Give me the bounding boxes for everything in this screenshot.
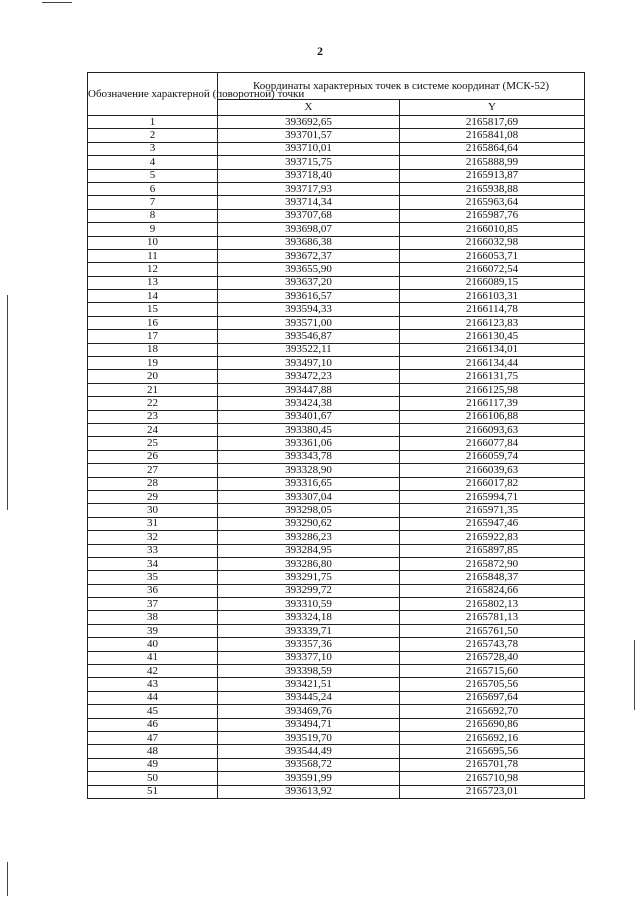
point-number-cell: 6 (88, 182, 218, 195)
y-coordinate-cell: 2165701,78 (400, 758, 585, 771)
coordinates-table (87, 72, 585, 799)
y-coordinate-cell: 2165913,87 (400, 169, 585, 182)
point-number-cell: 49 (88, 758, 218, 771)
point-number-cell: 43 (88, 678, 218, 691)
table-row (88, 182, 585, 195)
point-number-cell: 13 (88, 276, 218, 289)
x-coordinate-cell: 393307,04 (218, 490, 400, 503)
x-coordinate-cell: 393286,23 (218, 531, 400, 544)
y-coordinate-cell: 2165841,08 (400, 129, 585, 142)
table-row (88, 303, 585, 316)
point-number-cell: 29 (88, 490, 218, 503)
table-row (88, 357, 585, 370)
y-coordinate-cell: 2166089,15 (400, 276, 585, 289)
x-coordinate-cell: 393637,20 (218, 276, 400, 289)
table-row (88, 450, 585, 463)
x-coordinate-cell: 393286,80 (218, 557, 400, 570)
table-row (88, 129, 585, 142)
point-number-cell: 11 (88, 249, 218, 262)
x-coordinate-cell: 393613,92 (218, 785, 400, 798)
x-coordinate-cell: 393544,49 (218, 745, 400, 758)
table-row (88, 557, 585, 570)
point-number-cell: 35 (88, 571, 218, 584)
scan-edge-mark (634, 640, 635, 710)
y-coordinate-cell: 2165781,13 (400, 611, 585, 624)
y-coordinate-cell: 2165897,85 (400, 544, 585, 557)
point-number-cell: 41 (88, 651, 218, 664)
scan-edge-mark (42, 2, 72, 3)
y-coordinate-cell: 2165723,01 (400, 785, 585, 798)
point-number-cell: 37 (88, 598, 218, 611)
x-coordinate-cell: 393714,34 (218, 196, 400, 209)
point-number-cell: 2 (88, 129, 218, 142)
point-number-cell: 34 (88, 557, 218, 570)
table-row (88, 718, 585, 731)
x-coordinate-cell: 393710,01 (218, 142, 400, 155)
y-coordinate-cell: 2165705,56 (400, 678, 585, 691)
x-coordinate-cell: 393591,99 (218, 772, 400, 785)
y-coordinate-cell: 2166032,98 (400, 236, 585, 249)
y-coordinate-cell: 2165864,64 (400, 142, 585, 155)
y-coordinate-cell: 2165824,66 (400, 584, 585, 597)
point-number-cell: 7 (88, 196, 218, 209)
table-row (88, 705, 585, 718)
x-coordinate-cell: 393310,59 (218, 598, 400, 611)
x-coordinate-cell: 393594,33 (218, 303, 400, 316)
y-coordinate-cell: 2166114,78 (400, 303, 585, 316)
y-coordinate-cell: 2166117,39 (400, 397, 585, 410)
table-row (88, 785, 585, 798)
x-coordinate-cell: 393445,24 (218, 691, 400, 704)
y-coordinate-cell: 2165888,99 (400, 156, 585, 169)
table-row (88, 276, 585, 289)
table-row (88, 758, 585, 771)
x-coordinate-cell: 393568,72 (218, 758, 400, 771)
x-coordinate-cell: 393701,57 (218, 129, 400, 142)
y-coordinate-cell: 2166123,83 (400, 316, 585, 329)
x-coordinate-cell: 393717,93 (218, 182, 400, 195)
table-row (88, 731, 585, 744)
point-number-cell: 12 (88, 263, 218, 276)
x-coordinate-cell: 393299,72 (218, 584, 400, 597)
x-coordinate-cell: 393361,06 (218, 437, 400, 450)
table-row (88, 517, 585, 530)
point-number-cell: 26 (88, 450, 218, 463)
point-number-cell: 1 (88, 116, 218, 129)
point-number-cell: 42 (88, 665, 218, 678)
x-coordinate-cell: 393494,71 (218, 718, 400, 731)
table-row (88, 678, 585, 691)
point-number-cell: 46 (88, 718, 218, 731)
table-row (88, 236, 585, 249)
y-coordinate-cell: 2165715,60 (400, 665, 585, 678)
point-number-cell: 40 (88, 638, 218, 651)
table-row (88, 263, 585, 276)
table-row (88, 477, 585, 490)
y-coordinate-cell: 2166130,45 (400, 330, 585, 343)
y-coordinate-cell: 2165963,64 (400, 196, 585, 209)
point-number-cell: 21 (88, 383, 218, 396)
y-coordinate-cell: 2165922,83 (400, 531, 585, 544)
table-row (88, 504, 585, 517)
table-row (88, 290, 585, 303)
y-coordinate-cell: 2165994,71 (400, 490, 585, 503)
x-coordinate-cell: 393291,75 (218, 571, 400, 584)
point-number-cell: 19 (88, 357, 218, 370)
x-coordinate-cell: 393519,70 (218, 731, 400, 744)
table-row (88, 370, 585, 383)
point-number-cell: 47 (88, 731, 218, 744)
point-number-cell: 5 (88, 169, 218, 182)
x-coordinate-cell: 393655,90 (218, 263, 400, 276)
x-coordinate-cell: 393339,71 (218, 624, 400, 637)
table-row (88, 397, 585, 410)
x-coordinate-cell: 393398,59 (218, 665, 400, 678)
scan-edge-mark (7, 295, 8, 510)
y-coordinate-cell: 2166072,54 (400, 263, 585, 276)
point-number-cell: 14 (88, 290, 218, 303)
table-body (88, 116, 585, 799)
point-column-header: Обозначение характерной (поворотной) точки (88, 73, 218, 116)
point-number-cell: 4 (88, 156, 218, 169)
point-number-cell: 25 (88, 437, 218, 450)
table-row (88, 691, 585, 704)
table-row (88, 437, 585, 450)
table-row (88, 584, 585, 597)
point-number-cell: 28 (88, 477, 218, 490)
x-coordinate-cell: 393686,38 (218, 236, 400, 249)
y-coordinate-cell: 2165690,86 (400, 718, 585, 731)
table-row (88, 116, 585, 129)
x-column-header: X (218, 100, 400, 116)
point-number-cell: 39 (88, 624, 218, 637)
y-coordinate-cell: 2166053,71 (400, 249, 585, 262)
y-coordinate-cell: 2166106,88 (400, 410, 585, 423)
x-coordinate-cell: 393522,11 (218, 343, 400, 356)
y-coordinate-cell: 2165947,46 (400, 517, 585, 530)
point-number-cell: 32 (88, 531, 218, 544)
point-number-cell: 10 (88, 236, 218, 249)
y-coordinate-cell: 2166077,84 (400, 437, 585, 450)
x-coordinate-cell: 393290,62 (218, 517, 400, 530)
x-coordinate-cell: 393718,40 (218, 169, 400, 182)
point-number-cell: 9 (88, 223, 218, 236)
point-number-cell: 50 (88, 772, 218, 785)
table-row (88, 624, 585, 637)
y-coordinate-cell: 2165692,16 (400, 731, 585, 744)
y-coordinate-cell: 2165695,56 (400, 745, 585, 758)
table-row (88, 611, 585, 624)
x-coordinate-cell: 393421,51 (218, 678, 400, 691)
table-row (88, 665, 585, 678)
x-coordinate-cell: 393324,18 (218, 611, 400, 624)
x-coordinate-cell: 393401,67 (218, 410, 400, 423)
table-row (88, 223, 585, 236)
point-number-cell: 24 (88, 423, 218, 436)
y-coordinate-cell: 2165848,37 (400, 571, 585, 584)
y-coordinate-cell: 2166010,85 (400, 223, 585, 236)
y-coordinate-cell: 2165728,40 (400, 651, 585, 664)
point-number-cell: 36 (88, 584, 218, 597)
table-row (88, 343, 585, 356)
point-number-cell: 27 (88, 464, 218, 477)
point-number-cell: 20 (88, 370, 218, 383)
table-row (88, 544, 585, 557)
y-coordinate-cell: 2166093,63 (400, 423, 585, 436)
table-row (88, 383, 585, 396)
x-coordinate-cell: 393715,75 (218, 156, 400, 169)
y-coordinate-cell: 2165872,90 (400, 557, 585, 570)
point-number-cell: 15 (88, 303, 218, 316)
x-coordinate-cell: 393707,68 (218, 209, 400, 222)
y-coordinate-cell: 2165743,78 (400, 638, 585, 651)
x-coordinate-cell: 393447,88 (218, 383, 400, 396)
x-coordinate-cell: 393469,76 (218, 705, 400, 718)
table-row (88, 196, 585, 209)
table-row (88, 571, 585, 584)
table-row (88, 598, 585, 611)
table-row (88, 464, 585, 477)
table-row (88, 638, 585, 651)
x-coordinate-cell: 393377,10 (218, 651, 400, 664)
point-number-cell: 38 (88, 611, 218, 624)
table-row (88, 745, 585, 758)
x-coordinate-cell: 393357,36 (218, 638, 400, 651)
point-number-cell: 44 (88, 691, 218, 704)
table-row (88, 531, 585, 544)
y-coordinate-cell: 2165697,64 (400, 691, 585, 704)
y-coordinate-cell: 2166059,74 (400, 450, 585, 463)
x-coordinate-cell: 393692,65 (218, 116, 400, 129)
point-number-cell: 16 (88, 316, 218, 329)
table-row (88, 209, 585, 222)
table-row (88, 651, 585, 664)
table-row (88, 156, 585, 169)
y-coordinate-cell: 2165692,70 (400, 705, 585, 718)
page-number: 2 (317, 44, 323, 58)
table-row (88, 142, 585, 155)
table-row (88, 423, 585, 436)
point-number-cell: 22 (88, 397, 218, 410)
point-number-cell: 17 (88, 330, 218, 343)
y-coordinate-cell: 2165987,76 (400, 209, 585, 222)
table-row (88, 316, 585, 329)
x-coordinate-cell: 393298,05 (218, 504, 400, 517)
x-coordinate-cell: 393284,95 (218, 544, 400, 557)
y-coordinate-cell: 2165817,69 (400, 116, 585, 129)
x-coordinate-cell: 393571,00 (218, 316, 400, 329)
y-coordinate-cell: 2166017,82 (400, 477, 585, 490)
x-coordinate-cell: 393698,07 (218, 223, 400, 236)
y-coordinate-cell: 2166039,63 (400, 464, 585, 477)
y-coordinate-cell: 2165761,50 (400, 624, 585, 637)
table-row (88, 249, 585, 262)
point-number-cell: 31 (88, 517, 218, 530)
table-row (88, 330, 585, 343)
x-coordinate-cell: 393616,57 (218, 290, 400, 303)
x-coordinate-cell: 393424,38 (218, 397, 400, 410)
point-number-cell: 23 (88, 410, 218, 423)
point-number-cell: 45 (88, 705, 218, 718)
x-coordinate-cell: 393546,87 (218, 330, 400, 343)
y-coordinate-cell: 2166131,75 (400, 370, 585, 383)
y-coordinate-cell: 2165802,13 (400, 598, 585, 611)
y-coordinate-cell: 2165710,98 (400, 772, 585, 785)
x-coordinate-cell: 393316,65 (218, 477, 400, 490)
point-number-cell: 33 (88, 544, 218, 557)
y-coordinate-cell: 2166103,31 (400, 290, 585, 303)
y-coordinate-cell: 2166125,98 (400, 383, 585, 396)
point-number-cell: 51 (88, 785, 218, 798)
point-number-cell: 48 (88, 745, 218, 758)
y-column-header: Y (400, 100, 585, 116)
point-number-cell: 18 (88, 343, 218, 356)
scan-edge-mark (7, 862, 8, 896)
table-row (88, 169, 585, 182)
table-row (88, 772, 585, 785)
x-coordinate-cell: 393672,37 (218, 249, 400, 262)
x-coordinate-cell: 393380,45 (218, 423, 400, 436)
point-number-cell: 3 (88, 142, 218, 155)
coordinates-group-header: Координаты характерных точек в системе координат (МСК-52) (218, 73, 585, 100)
point-number-cell: 8 (88, 209, 218, 222)
x-coordinate-cell: 393497,10 (218, 357, 400, 370)
table-row (88, 490, 585, 503)
y-coordinate-cell: 2166134,44 (400, 357, 585, 370)
x-coordinate-cell: 393328,90 (218, 464, 400, 477)
x-coordinate-cell: 393472,23 (218, 370, 400, 383)
y-coordinate-cell: 2166134,01 (400, 343, 585, 356)
point-number-cell: 30 (88, 504, 218, 517)
y-coordinate-cell: 2165971,35 (400, 504, 585, 517)
y-coordinate-cell: 2165938,88 (400, 182, 585, 195)
x-coordinate-cell: 393343,78 (218, 450, 400, 463)
table-row (88, 410, 585, 423)
